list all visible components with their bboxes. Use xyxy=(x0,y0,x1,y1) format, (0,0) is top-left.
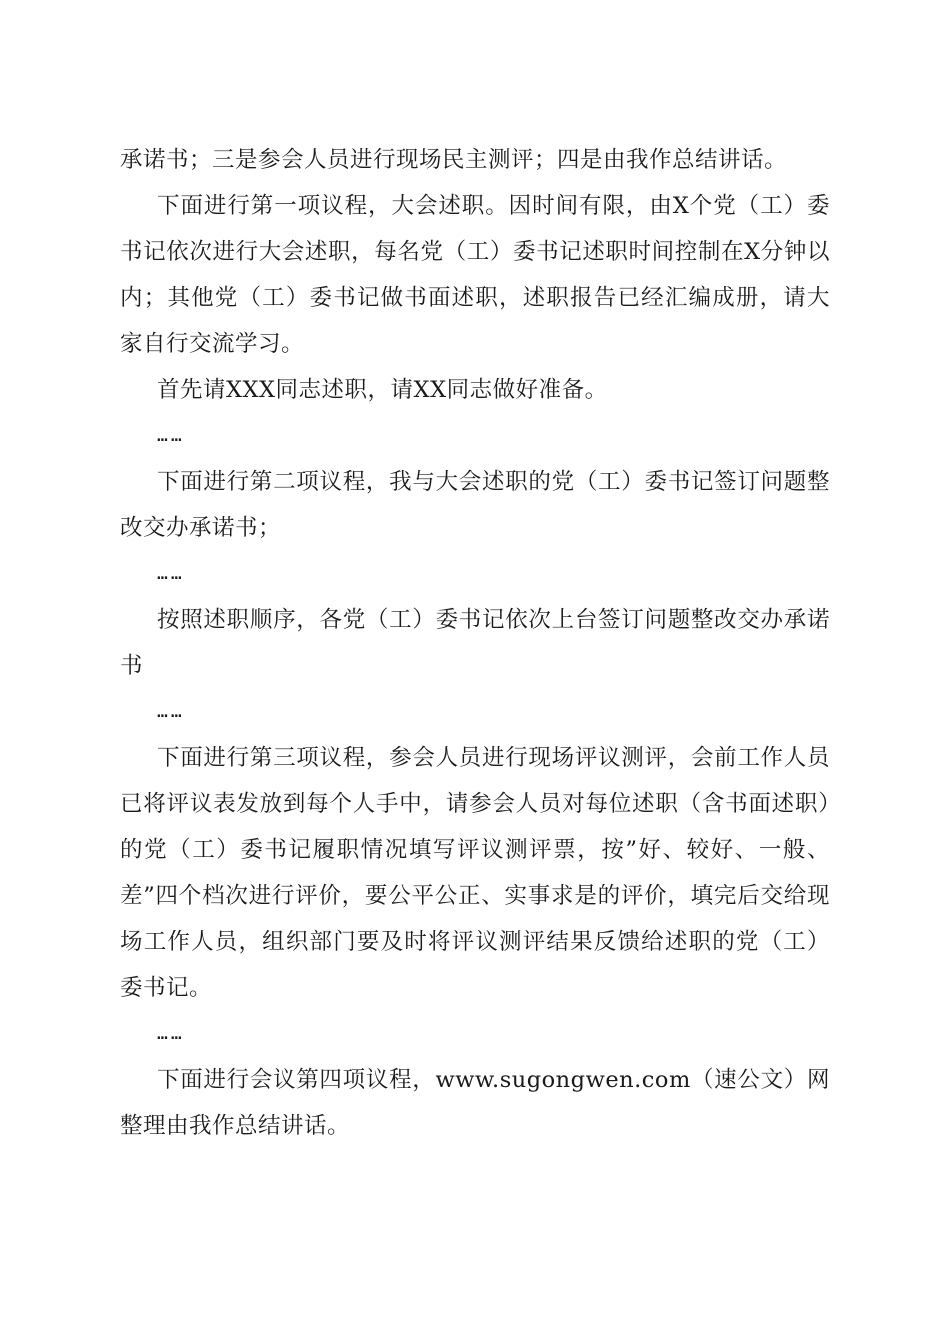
ellipsis-separator: …… xyxy=(157,1023,185,1044)
paragraph-item-three: 下面进行第三项议程，参会人员进行现场评议测评，会前工作人员已将评议表发放到每个人手中，请参会人员对每位述职（含书面述职）的党（工）委书记履职情况填写评议测评票，按”好、较好、一般、差”四个档次进行评价，要公平公正、实事求是的评价，填完后交给现场工作人员，组织部门要及时将评议测评结果反馈给述职的党（工）委书记。 xyxy=(120,745,830,1001)
paragraph-item-one: 下面进行第一项议程，大会述职。因时间有限，由X个党（工）委书记依次进行大会述职，每名党（工）委书记述职时间控制在X分钟以内；其他党（工）委书记做书面述职，述职报告已经汇编成册，请大家自行交流学习。 xyxy=(120,193,830,357)
paragraph-item-two: 下面进行第二项议程，我与大会述职的党（工）委书记签订问题整改交办承诺书； xyxy=(120,469,830,541)
ellipsis-separator: …… xyxy=(157,701,185,722)
paragraph-item-four: 下面进行会议第四项议程，www.sugongwen.com（速公文）网整理由我作总结讲话。 xyxy=(120,1067,830,1139)
paragraph-agenda-summary: 承诺书；三是参会人员进行现场民主测评；四是由我作总结讲话。 xyxy=(120,147,788,173)
paragraph-first-speaker: 首先请XXX同志述职，请XX同志做好准备。 xyxy=(157,377,608,403)
document-body xyxy=(120,137,830,1149)
ellipsis-separator: …… xyxy=(157,563,185,584)
paragraph-signing-order: 按照述职顺序，各党（工）委书记依次上台签订问题整改交办承诺书 xyxy=(120,607,830,679)
ellipsis-separator: …… xyxy=(157,425,185,446)
